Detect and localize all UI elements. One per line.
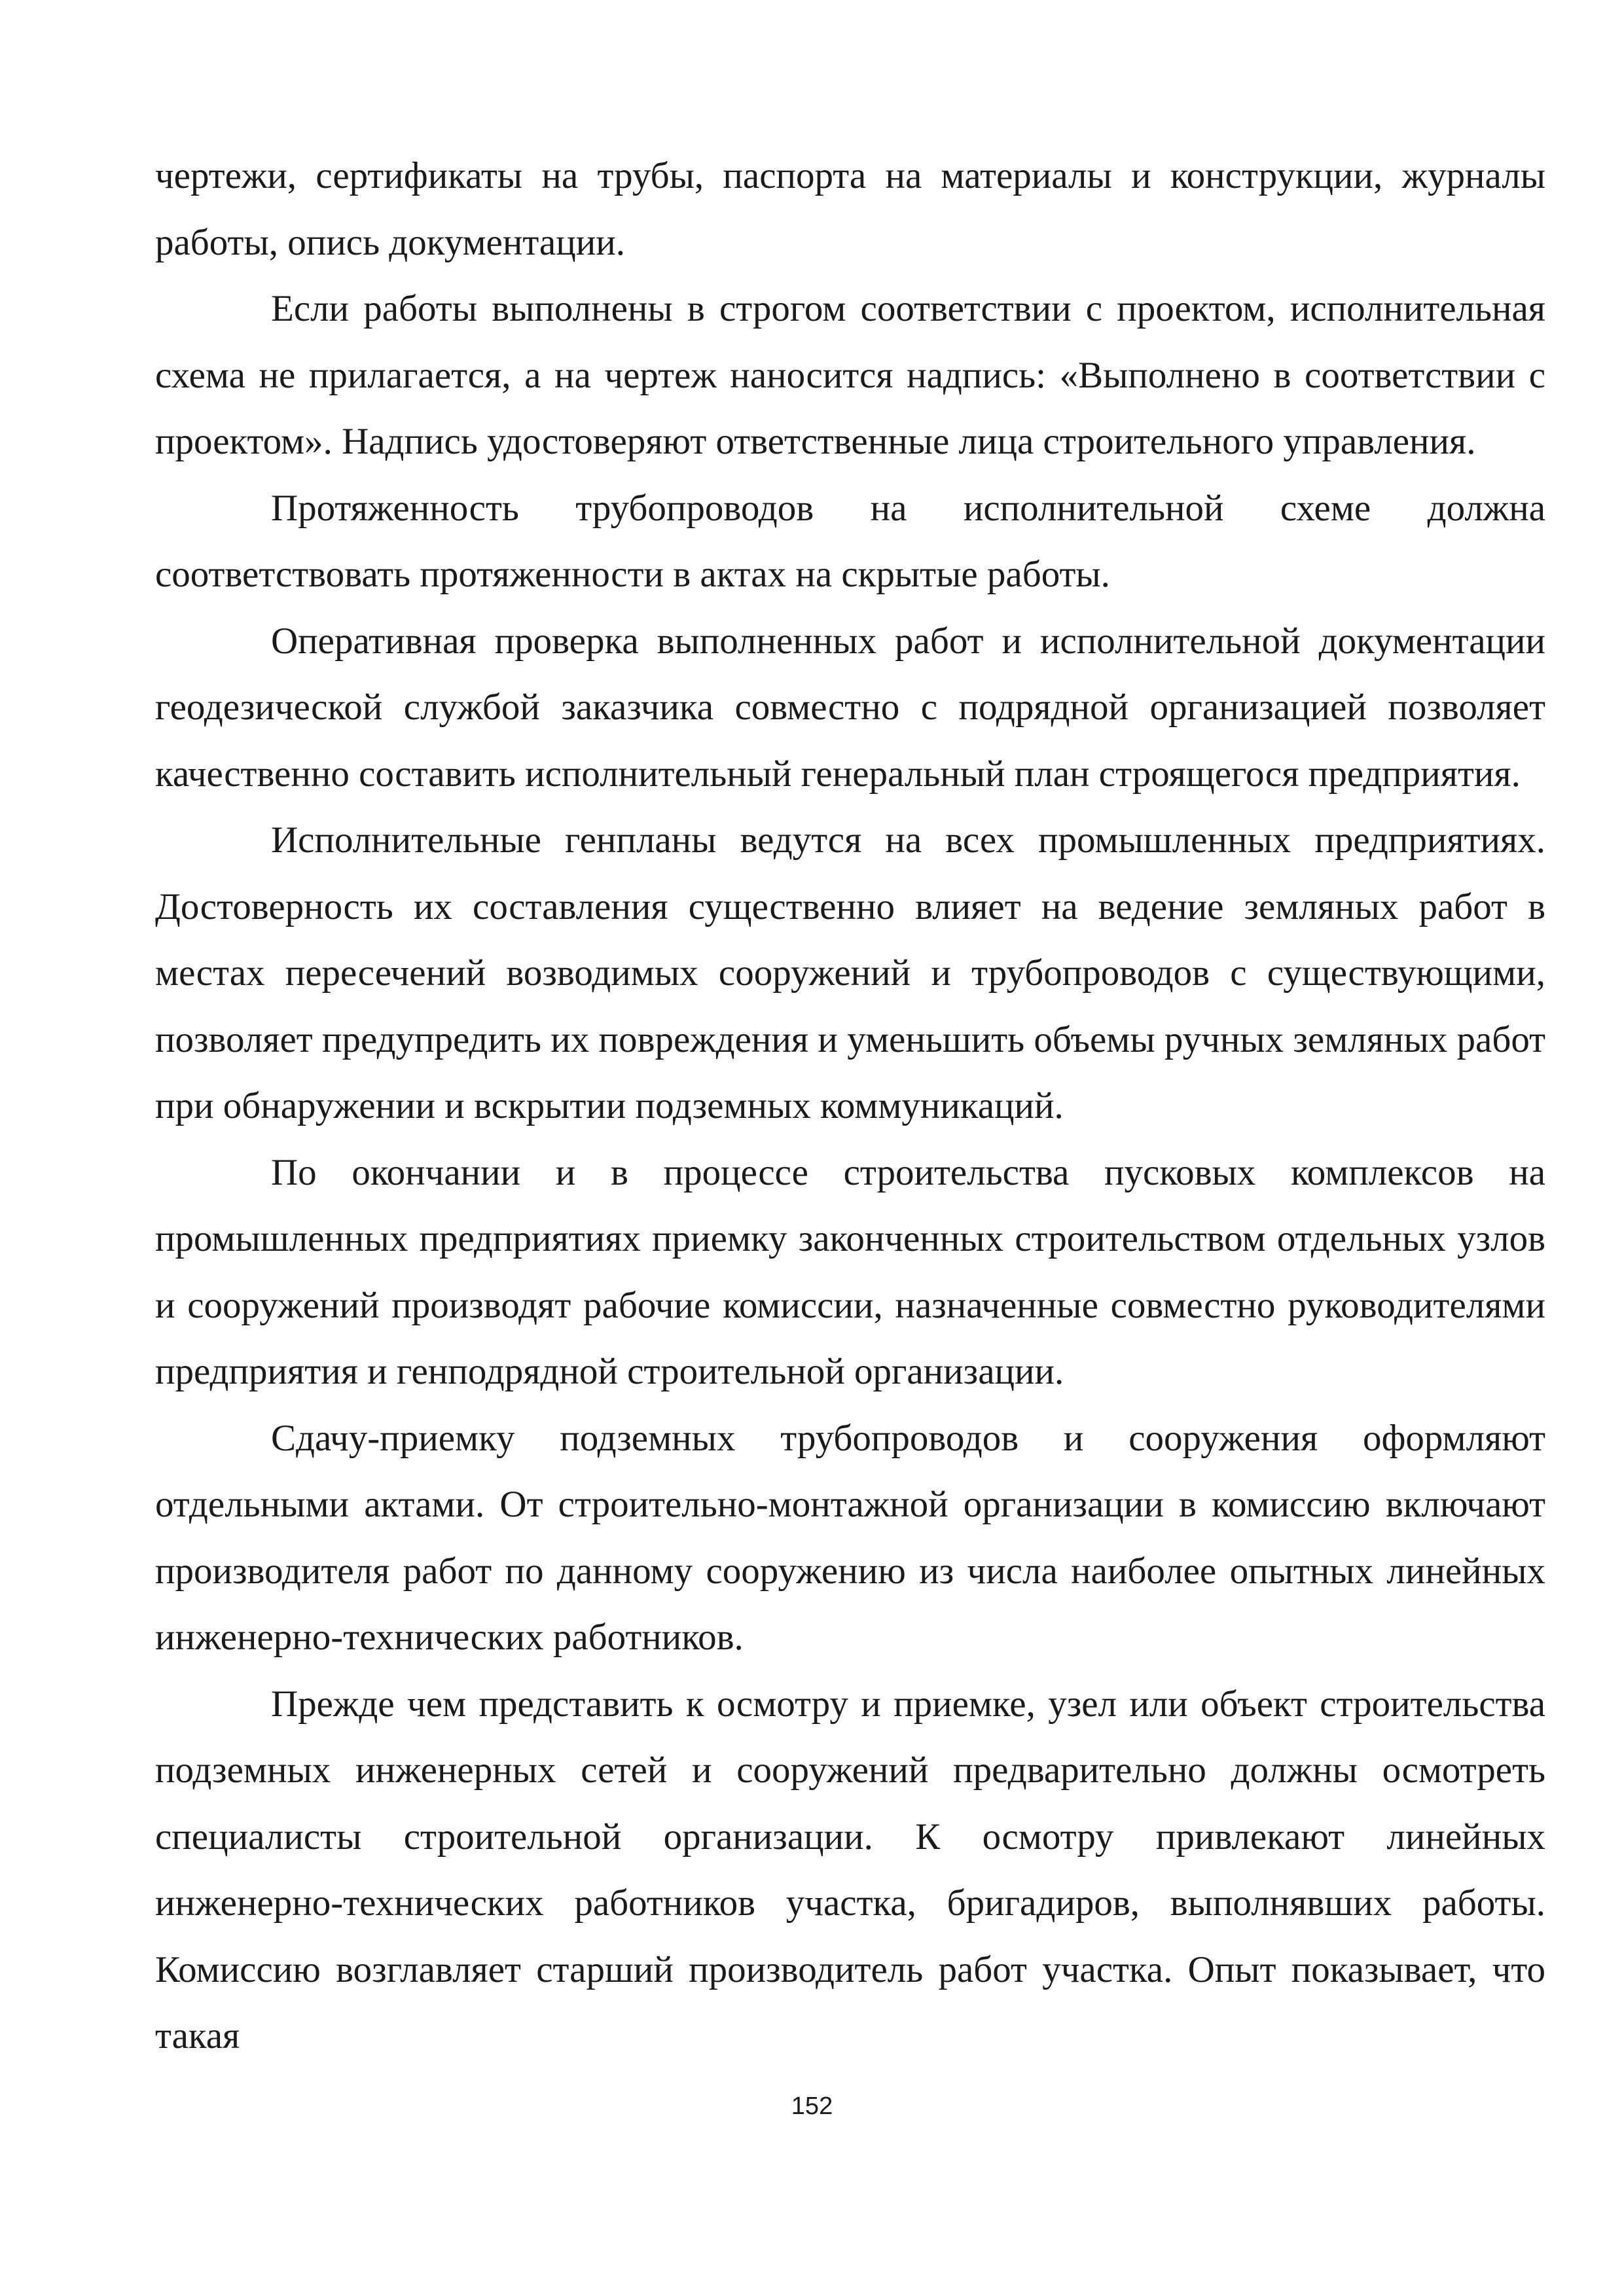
paragraph: По окончании и в процессе строительства пусковых комплексов на промышленных предприятиях приемку законченных строительством отдельных узлов и сооружений производят рабочие комиссии, назначенные совместно руководителями предприятия и генподрядной строительной организации. (155, 1151, 1545, 1392)
paragraph-continuation: чертежи, сертификаты на трубы, паспорта на материалы и конструкции, журналы работы, опись документации. (155, 155, 1545, 263)
paragraph: Сдачу-приемку подземных трубопроводов и сооружения оформляют отдельными актами. От строительно-монтажной организации в комиссию включают производителя работ по данному сооружению из числа наиболее опытных линейных инженерно-технических работников. (155, 1417, 1545, 1658)
paragraph: Прежде чем представить к осмотру и приемке, узел или объект строительства подземных инженерных сетей и сооружений предварительно должны осмотреть специалисты строительной организации. К осмотру привлекают линейных инженерно-технических работников участка, бригадиров, выполнявших работы. Комиссию возглавляет старший производитель работ участка. Опыт показывает, что такая (155, 1683, 1545, 2056)
body-text (155, 143, 1545, 2070)
paragraph: Исполнительные генпланы ведутся на всех промышленных предприятиях. Достоверность их составления существенно влияет на ведение земляных работ в местах пересечений возводимых сооружений и трубопроводов с существующими, позволяет предупредить их повреждения и уменьшить объемы ручных земляных работ при обнаружении и вскрытии подземных коммуникаций. (155, 819, 1545, 1126)
paragraph: Если работы выполнены в строгом соответствии с проектом, исполнительная схема не прилагается, а на чертеж наносится надпись: «Выполнено в соответствии с проектом». Надпись удостоверяют ответственные лица строительного управления. (155, 288, 1545, 462)
paragraph: Оперативная проверка выполненных работ и исполнительной документации геодезической службой заказчика совместно с подрядной организацией позволяет качественно составить исполнительный генеральный план строящегося предприятия. (155, 620, 1545, 795)
page-number: 152 (791, 2092, 833, 2120)
paragraph: Протяженность трубопроводов на исполнительной схеме должна соответствовать протяженности в актах на скрытые работы. (155, 487, 1545, 595)
